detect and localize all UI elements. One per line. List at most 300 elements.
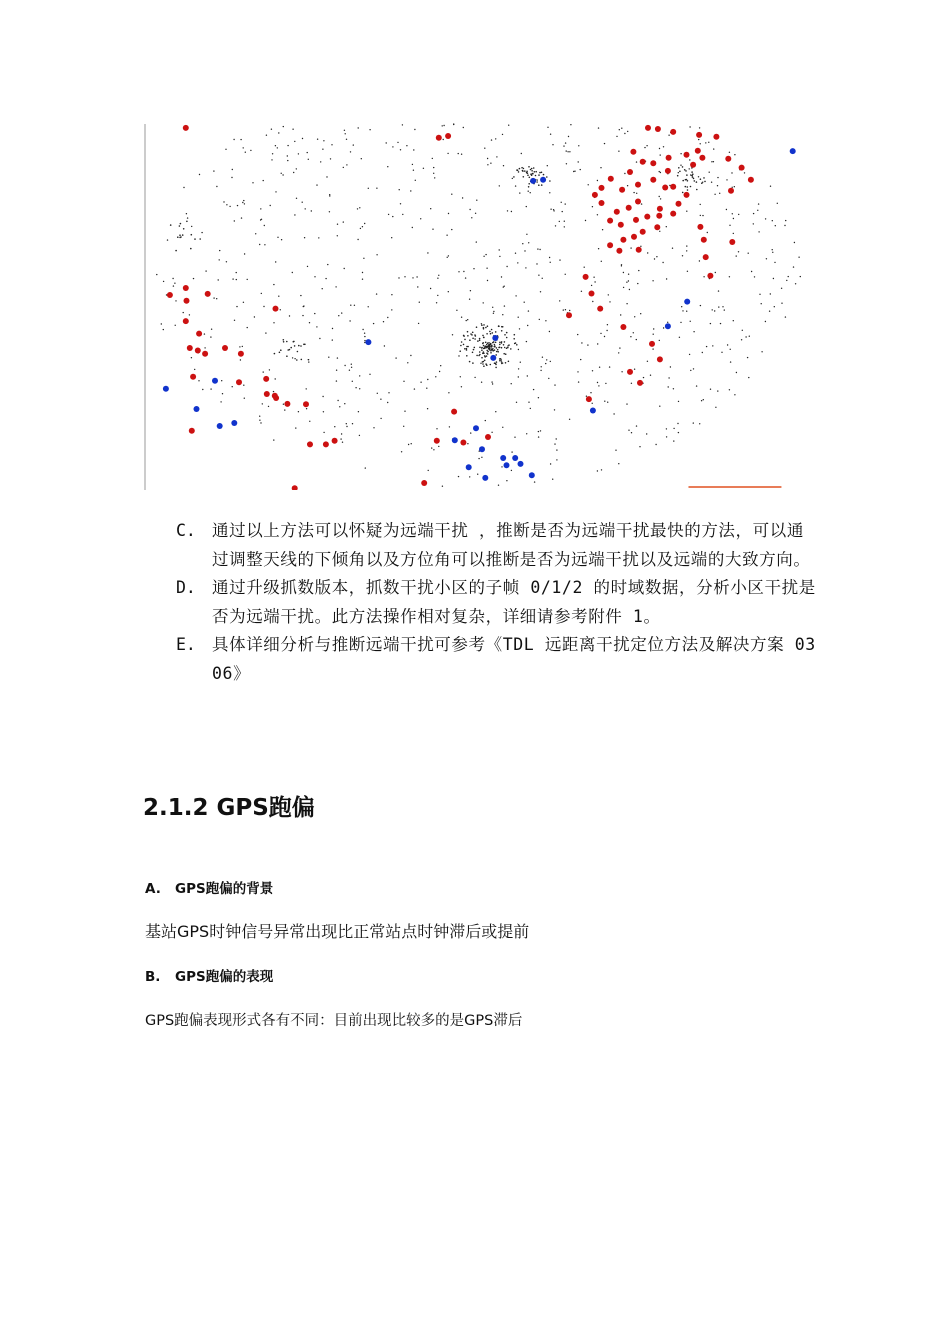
background-point [520,362,521,363]
background-point [549,331,550,332]
background-point [337,400,338,401]
list-item-c [176,517,816,574]
cluster-point [301,359,303,361]
background-point [659,406,660,407]
background-point [413,170,414,171]
cluster-point [541,172,543,174]
cluster-point [488,342,490,344]
background-point [772,220,773,221]
subheading-marker: A. [145,881,161,897]
background-point [624,173,625,174]
red-site-marker [696,132,702,138]
background-point [334,426,335,427]
red-site-marker [670,184,676,190]
background-point [795,283,796,284]
cluster-point [466,346,468,348]
background-point [391,309,392,310]
background-point [718,290,719,291]
cluster-point [686,174,688,176]
cluster-point [497,351,499,353]
cluster-point [501,363,503,365]
background-point [314,276,315,277]
cluster-point [489,349,491,351]
background-point [730,361,731,362]
background-point [653,328,654,329]
cluster-point [687,189,689,191]
cluster-point [499,360,501,362]
cluster-point [508,361,510,363]
red-site-marker [607,242,613,248]
background-point [619,129,620,130]
background-point [718,306,719,307]
background-point [717,390,718,391]
background-point [733,320,734,321]
background-point [689,159,690,160]
cluster-point [501,361,503,363]
background-point [349,320,350,321]
background-point [554,409,555,410]
red-site-marker [566,312,572,318]
background-point [467,443,468,444]
red-site-marker [195,348,201,354]
background-point [734,394,735,395]
background-point [487,164,488,165]
cluster-point [495,354,497,356]
background-point [474,377,475,378]
background-point [598,127,599,128]
cluster-point [464,348,466,350]
background-point [337,235,338,236]
background-point [653,334,654,335]
background-point [234,320,235,321]
background-point [570,124,571,125]
cluster-point [479,351,481,353]
background-point [700,215,701,216]
red-site-marker [586,396,592,402]
background-point [476,200,477,201]
background-point [618,151,619,152]
background-point [194,369,195,370]
background-point [592,301,593,302]
cluster-point [491,345,493,347]
background-point [329,211,330,212]
background-point [660,154,661,155]
cluster-point [297,351,299,353]
background-point [175,300,176,301]
background-point [491,139,492,140]
background-point [204,347,205,348]
background-point [626,282,627,283]
red-site-marker [292,485,298,490]
background-point [481,323,482,324]
background-point [427,252,428,253]
red-site-marker [608,176,614,182]
background-point [363,258,364,259]
red-site-marker [620,324,626,330]
background-point [733,233,734,234]
background-point [598,248,599,249]
cluster-point [491,349,493,351]
list-marker: C. [176,521,196,540]
background-point [659,196,660,197]
background-point [693,422,694,423]
cluster-point [499,344,501,346]
cluster-point [485,363,487,365]
background-point [668,135,669,136]
list-marker: D. [176,578,196,597]
background-point [175,325,176,326]
background-point [599,367,600,368]
background-point [604,143,605,144]
cluster-point [538,184,540,186]
background-point [533,389,534,390]
background-point [242,202,243,203]
background-point [490,163,491,164]
background-point [566,150,567,151]
cluster-point [472,332,474,334]
background-point [432,229,433,230]
background-point [296,198,297,199]
cluster-point [539,172,541,174]
cluster-point [496,351,498,353]
background-point [594,281,595,282]
background-point [700,204,701,205]
background-point [358,411,359,412]
background-point [436,302,437,303]
cluster-point [692,173,694,175]
background-point [515,295,516,296]
red-site-marker [485,434,491,440]
background-point [309,421,310,422]
red-site-marker [236,379,242,385]
background-point [577,334,578,335]
red-site-marker [263,376,269,382]
blue-site-marker [212,378,218,384]
background-point [368,188,369,189]
background-point [785,316,786,317]
background-point [549,192,550,193]
background-point [518,368,519,369]
background-point [581,291,582,292]
background-point [318,237,319,238]
background-point [659,231,660,232]
background-point [337,224,338,225]
background-point [556,449,557,450]
background-point [687,271,688,272]
background-point [437,295,438,296]
background-point [569,310,570,311]
background-point [236,279,237,280]
background-point [278,132,279,133]
background-point [211,329,212,330]
cluster-point [543,174,545,176]
cluster-point [701,182,703,184]
background-point [461,386,462,387]
background-point [448,392,449,393]
red-site-marker [635,199,641,205]
cluster-point [194,238,196,240]
background-point [412,164,413,165]
background-point [600,167,601,168]
background-point [247,327,248,328]
cluster-point [190,248,192,250]
red-site-marker [167,292,173,298]
background-point [715,407,716,408]
list-item-e [176,631,816,688]
cluster-point [504,341,506,343]
background-point [460,376,461,377]
background-point [266,135,267,136]
cluster-point [199,238,201,240]
cluster-point [287,349,289,351]
background-point [392,146,393,147]
blue-site-marker [490,355,496,361]
background-point [524,302,525,303]
background-point [300,295,301,296]
cluster-point [516,169,518,171]
background-point [282,174,283,175]
background-point [706,346,707,347]
background-point [442,486,443,487]
cluster-point [685,170,687,172]
cluster-point [478,355,480,357]
background-point [237,205,238,206]
background-point [240,139,241,140]
background-point [553,209,554,210]
background-point [516,402,517,403]
cluster-point [179,237,181,239]
background-point [705,142,706,143]
background-point [417,286,418,287]
background-point [317,139,318,140]
background-point [581,342,582,343]
background-point [678,172,679,173]
background-point [584,267,585,268]
background-point [281,173,282,174]
background-point [323,140,324,141]
background-point [525,267,526,268]
cluster-point [497,349,499,351]
cluster-point [474,338,476,340]
blue-site-marker [518,461,524,467]
background-point [523,168,524,169]
background-point [156,274,157,275]
background-point [605,383,606,384]
background-point [526,433,527,434]
background-point [720,323,721,324]
cluster-point [506,332,508,334]
background-point [703,399,704,400]
section-heading: 2.1.2 GPS跑偏 [143,795,315,821]
background-point [703,276,704,277]
background-point [774,306,775,307]
background-point [564,221,565,222]
list-text: 具体详细分析与推断远端干扰可参考《TDL 远距离干扰定位方法及解决方案 0306》 [212,635,816,683]
red-site-marker [699,155,705,161]
background-point [329,194,330,195]
background-point [496,156,497,157]
background-point [236,306,237,307]
blue-site-marker [194,406,200,412]
background-point [503,165,504,166]
background-point [275,378,276,379]
background-point [628,274,629,275]
background-point [621,265,622,266]
background-point [660,198,661,199]
background-point [231,177,232,178]
background-point [307,152,308,153]
background-point [428,470,429,471]
cluster-point [467,335,469,337]
paragraph-symptoms: GPS跑偏表现形式各有不同：目前出现比较多的是GPS滞后 [145,1013,523,1029]
red-site-marker [190,374,196,380]
background-point [219,259,220,260]
background-point [216,298,217,299]
background-point [352,381,353,382]
background-point [666,278,667,279]
background-point [495,138,496,139]
cluster-point [486,344,488,346]
background-point [355,387,356,388]
background-point [183,187,184,188]
background-point [524,250,525,251]
background-point [548,378,549,379]
cluster-point [528,186,530,188]
background-point [680,165,681,166]
red-site-marker [655,126,661,132]
background-point [566,163,567,164]
background-point [729,225,730,226]
background-point [549,257,550,258]
cluster-point [481,347,483,349]
background-point [213,170,214,171]
method-list [176,517,816,688]
cluster-point [504,334,506,336]
background-point [562,211,563,212]
red-site-marker [645,125,651,131]
background-point [221,380,222,381]
background-point [711,161,712,162]
red-site-marker [662,185,668,191]
red-site-marker [183,285,189,291]
background-point [597,470,598,471]
background-point [254,316,255,317]
background-point [626,303,627,304]
background-point [273,284,274,285]
background-point [174,283,175,284]
background-point [741,339,742,340]
cluster-point [501,347,503,349]
background-point [568,136,569,137]
cluster-point [479,347,481,349]
background-point [565,203,566,204]
background-point [504,305,505,306]
cluster-point [492,332,494,334]
background-point [769,311,770,312]
background-point [386,142,387,143]
blue-site-marker [482,475,488,481]
background-point [452,334,453,335]
background-point [501,276,502,277]
cluster-point [549,180,551,182]
background-point [765,321,766,322]
background-point [387,317,388,318]
cluster-point [489,346,491,348]
background-point [484,148,485,149]
paragraph-background: 基站GPS时钟信号异常出现比正常站点时钟滞后或提前 [145,922,530,941]
red-site-marker [739,165,745,171]
background-point [268,406,269,407]
background-point [522,243,523,244]
background-point [493,311,494,312]
blue-site-marker [163,386,169,392]
background-point [545,363,546,364]
background-point [358,127,359,128]
red-site-marker [196,331,202,337]
background-point [399,189,400,190]
background-point [183,312,184,313]
background-point [420,382,421,383]
cluster-point [501,342,503,344]
background-point [271,159,272,160]
background-point [161,323,162,324]
background-point [431,447,432,448]
background-point [233,139,234,140]
background-point [636,339,637,340]
background-point [554,443,555,444]
background-point [636,161,637,162]
background-point [656,256,657,257]
cluster-point [280,349,282,351]
background-point [680,322,681,323]
background-point [376,254,377,255]
background-point [699,423,700,424]
background-point [283,126,284,127]
red-site-marker [690,162,696,168]
background-point [232,278,233,279]
background-point [243,147,244,148]
cluster-point [694,180,696,182]
background-point [426,388,427,389]
cluster-point [490,333,492,335]
red-site-marker [614,209,620,215]
background-point [308,359,309,360]
background-point [552,479,553,480]
background-point [613,413,614,414]
background-point [244,203,245,204]
cluster-point [505,362,507,364]
background-point [672,248,673,249]
background-point [738,251,739,252]
background-point [772,252,773,253]
background-point [673,388,674,389]
red-site-marker [264,391,270,397]
background-point [316,184,317,185]
background-point [487,280,488,281]
background-point [462,197,463,198]
cluster-point [177,236,179,238]
background-point [552,144,553,145]
background-point [470,432,471,433]
red-site-marker [627,169,633,175]
red-site-marker [657,356,663,362]
background-point [729,276,730,277]
subheading-a [145,877,273,897]
background-point [388,392,389,393]
background-point [547,165,548,166]
background-point [302,315,303,316]
background-point [354,305,355,306]
